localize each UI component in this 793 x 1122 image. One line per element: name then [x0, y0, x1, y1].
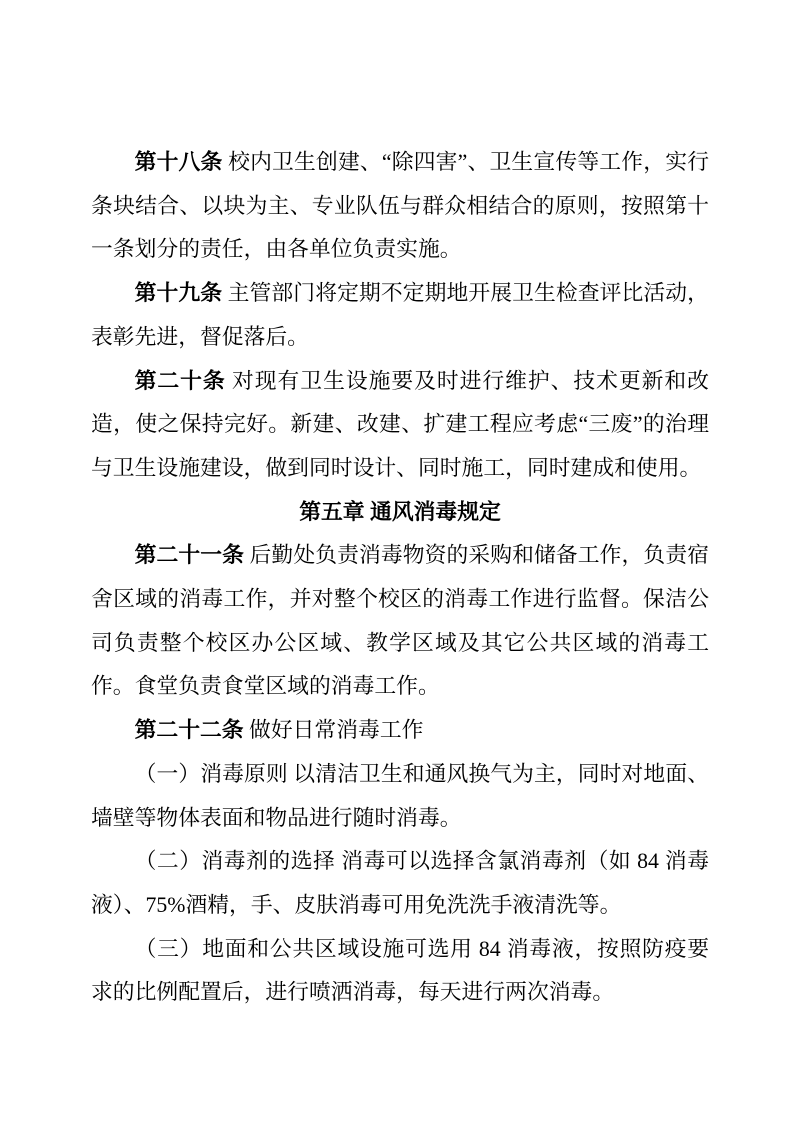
paragraph: （一）消毒原则 以清洁卫生和通风换气为主，同时对地面、墙壁等物体表面和物品进行随时消毒。 — [91, 761, 709, 830]
article-label: 第二十一条 — [134, 543, 245, 568]
paragraph: （三）地面和公共区域设施可选用 84 消毒液，按照防疫要求的比例配置后，进行喷洒消毒，每天进行两次消毒。 — [91, 936, 709, 1005]
article-label: 第二十条 — [134, 368, 226, 393]
chapter-heading: 第五章 通风消毒规定 — [299, 499, 501, 524]
article-label: 第二十二条 — [134, 718, 244, 743]
paragraph: 第二十二条 做好日常消毒工作 — [134, 718, 424, 743]
paragraph: 第二十一条 后勤处负责消毒物资的采购和储备工作，负责宿舍区域的消毒工作，并对整个校区的消毒工作进行监督。保洁公司负责整个校区办公区域、教学区域及其它公共区域的消毒工作。食堂负责食堂区域的消毒工作。 — [91, 543, 709, 699]
document-body — [91, 141, 709, 1015]
paragraph: （二）消毒剂的选择 消毒可以选择含氯消毒剂（如 84 消毒液）、75%酒精，手、皮肤消毒可用免洗洗手液清洗等。 — [91, 849, 709, 917]
paragraph: 第十九条 主管部门将定期不定期地开展卫生检查评比活动，表彰先进，督促落后。 — [91, 281, 709, 349]
paragraph: 第十八条 校内卫生创建、“除四害”、卫生宣传等工作，实行条块结合、以块为主、专业队伍与群众相结合的原则，按照第十一条划分的责任，由各单位负责实施。 — [91, 150, 709, 262]
paragraph: 第二十条 对现有卫生设施要及时进行维护、技术更新和改造，使之保持完好。新建、改建、扩建工程应考虑“三废”的治理与卫生设施建设，做到同时设计、同时施工，同时建成和使用。 — [91, 368, 709, 480]
article-label: 第十九条 — [134, 281, 223, 306]
article-label: 第十八条 — [134, 150, 223, 174]
